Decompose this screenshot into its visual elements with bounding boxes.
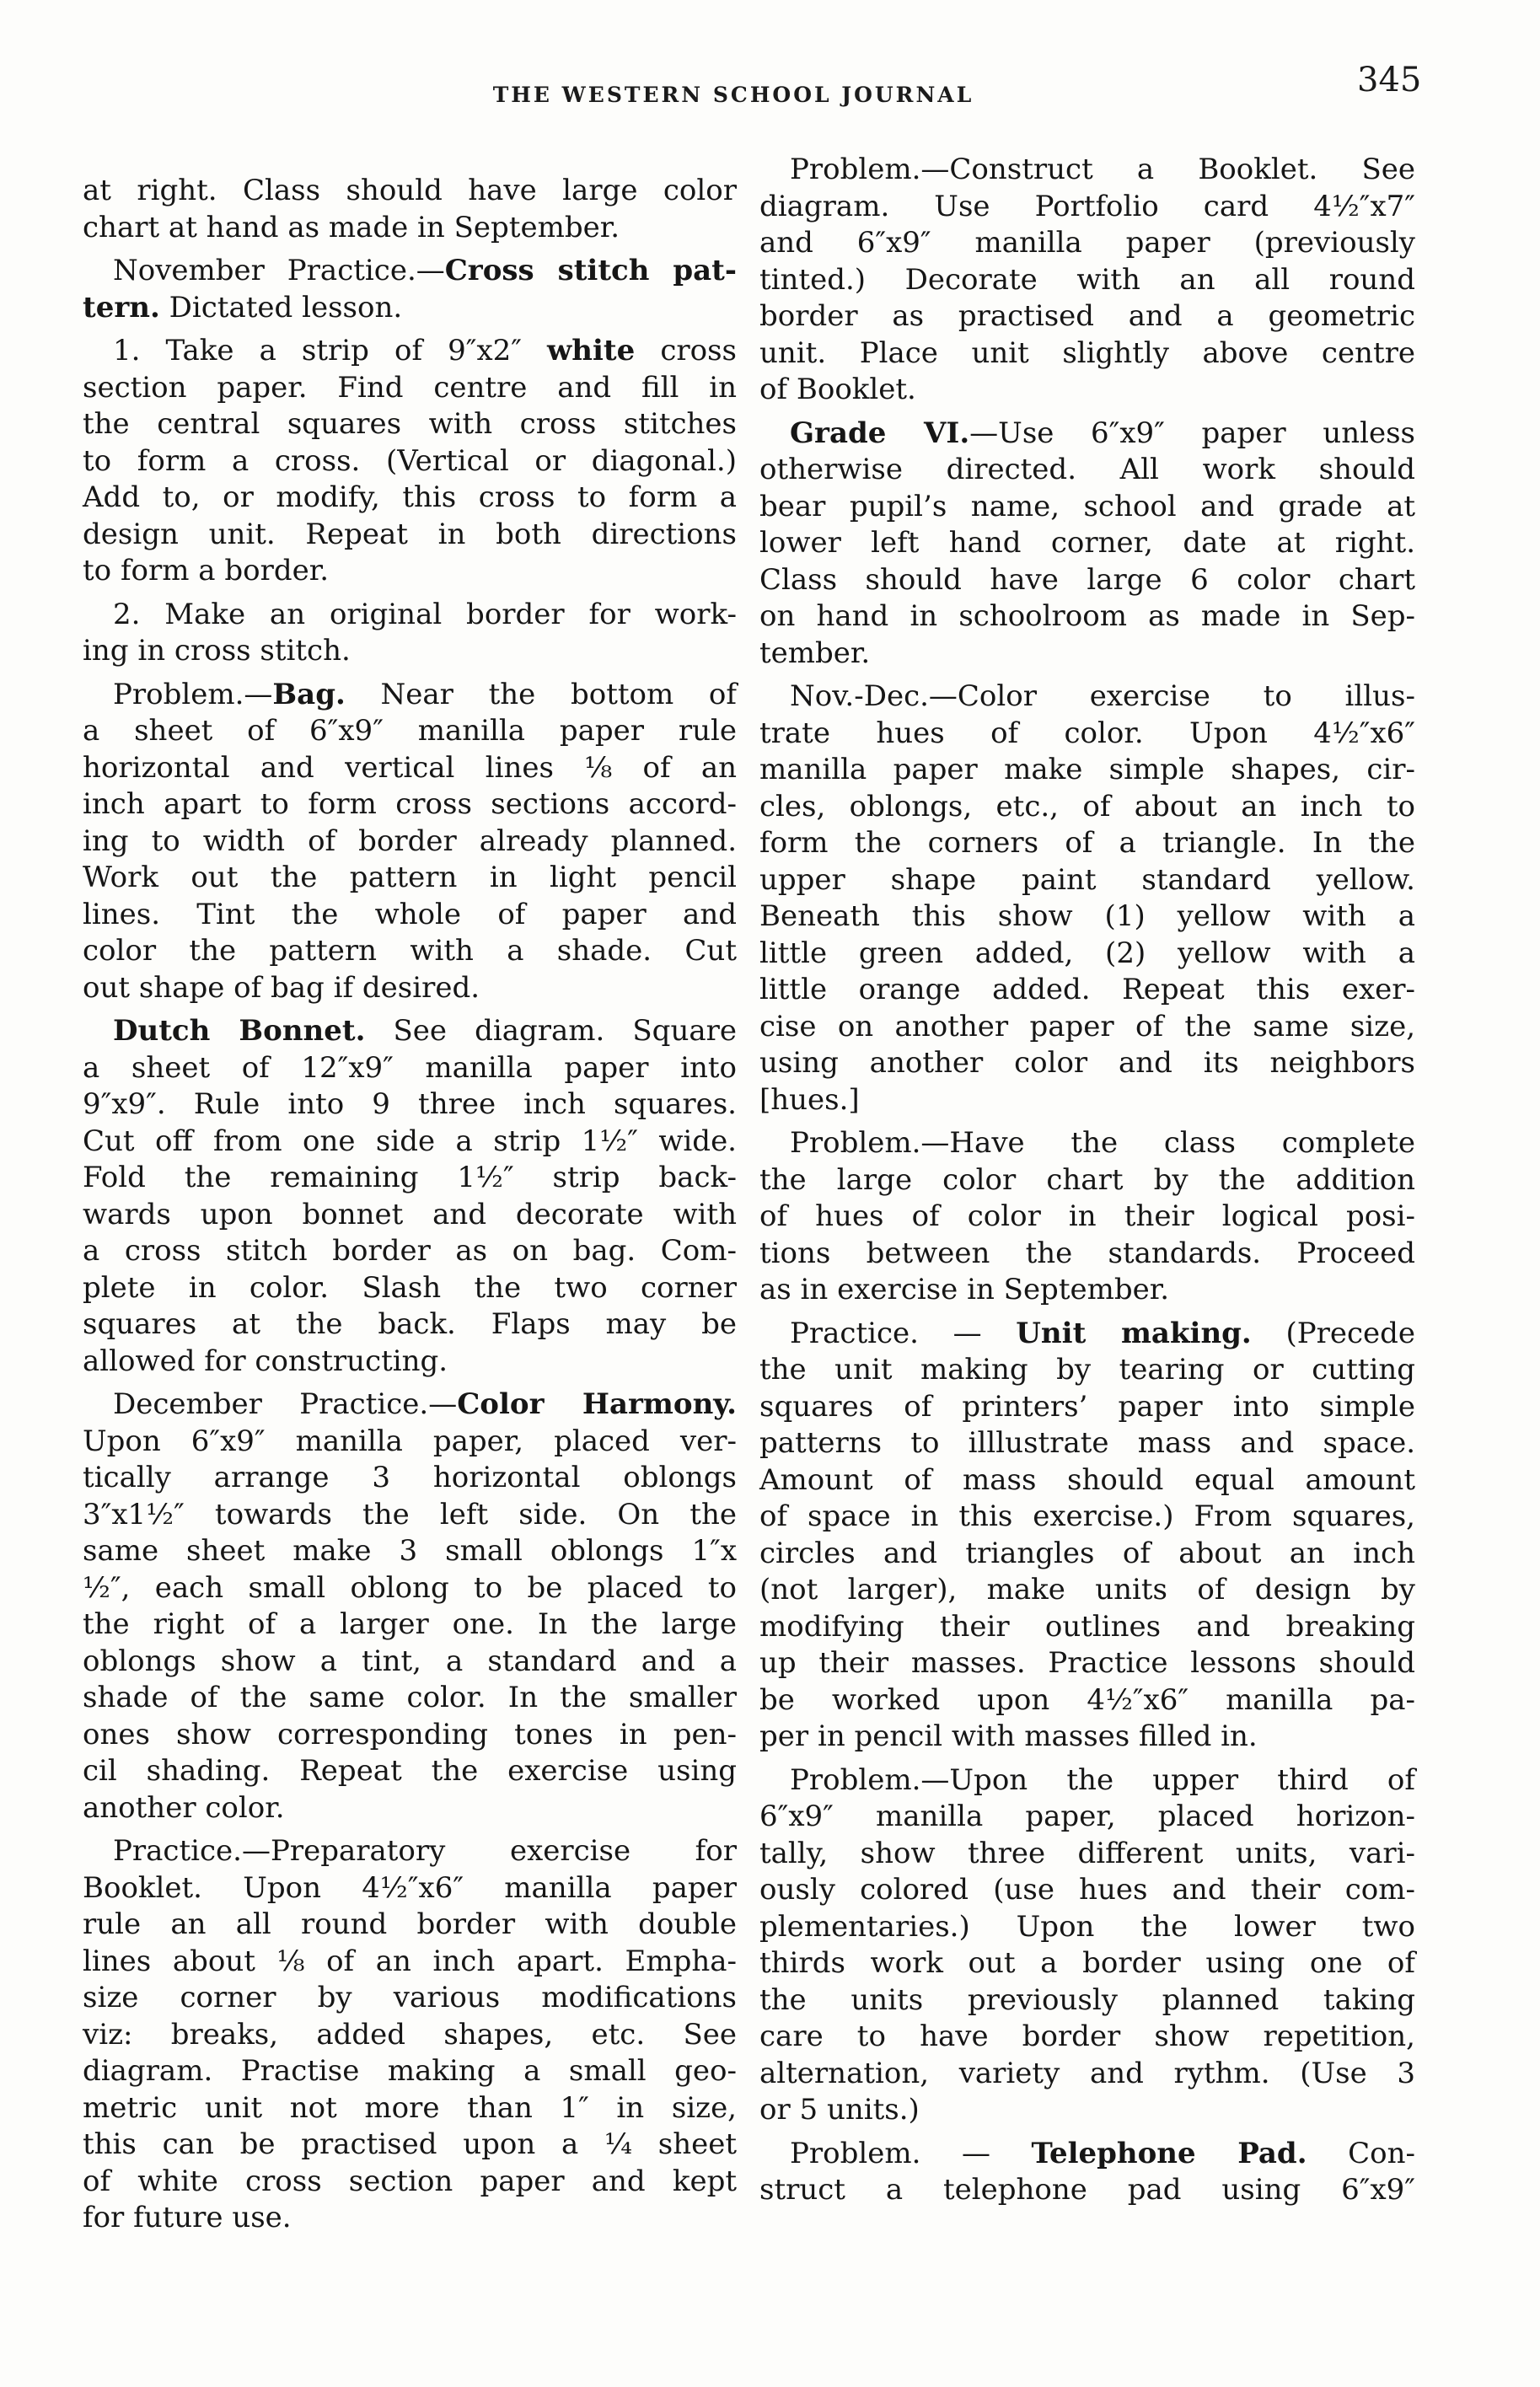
text-line: [83, 677, 737, 714]
text-line: and 6″x9″ manilla paper (previously: [759, 226, 1415, 260]
right-column: [759, 152, 1415, 2209]
text-line: [759, 416, 1415, 453]
text-line: the units previously planned taking: [759, 1982, 1415, 2017]
text-line: squares of printers’ paper into simple: [759, 1389, 1415, 1424]
paragraph: [759, 679, 1415, 1118]
bold-text-run: Cross stitch pat-: [444, 254, 737, 287]
text-line: trate hues of color. Upon 4½″x6″: [759, 716, 1415, 750]
text-line: horizontal and vertical lines ⅛ of an: [83, 750, 737, 785]
bold-text-run: Grade VI.: [790, 416, 970, 450]
text-line: of white cross section paper and kept: [83, 2164, 737, 2198]
text-line: to form a border.: [83, 554, 330, 587]
text-line: struct a telephone pad using 6″x9″: [759, 2173, 1415, 2207]
text-run: Near the bottom of: [345, 677, 737, 711]
text-line: color the pattern with a shade. Cut: [83, 934, 737, 968]
text-line: (not larger), make units of design by: [759, 1573, 1415, 1607]
paragraph: [83, 677, 737, 1007]
text-line: Beneath this show (1) yellow with a: [759, 899, 1415, 933]
text-line: using another color and its neighbors: [759, 1046, 1415, 1080]
text-line: [hues.]: [759, 1082, 860, 1117]
text-line: viz: breaks, added shapes, etc. See: [83, 2017, 737, 2052]
text-line: at right. Class should have large color: [83, 174, 737, 207]
text-line: of Booklet.: [759, 373, 916, 406]
text-line: plementaries.) Upon the lower two: [759, 1909, 1415, 1944]
text-line: plete in color. Slash the two corner: [83, 1270, 737, 1305]
text-line: otherwise directed. All work should: [759, 453, 1415, 486]
text-line: section paper. Find centre and fill in: [83, 370, 737, 405]
text-run: Dictated lesson.: [159, 290, 403, 325]
bold-text-run: Unit making.: [1016, 1316, 1252, 1350]
text-run: November Practice.—: [113, 254, 445, 287]
text-line: be worked upon 4½″x6″ manilla pa-: [759, 1682, 1415, 1717]
bold-text-run: Bag.: [272, 677, 346, 711]
text-line: Problem.—Have the class complete: [790, 1126, 1415, 1160]
text-run: (Precede: [1251, 1316, 1416, 1350]
text-run: 1. Take a strip of 9″x2″: [113, 334, 548, 367]
text-line: tember.: [759, 636, 871, 670]
text-line: ously colored (use hues and their com-: [759, 1873, 1415, 1907]
text-line: Cut off from one side a strip 1½″ wide.: [83, 1124, 737, 1158]
text-line: Work out the pattern in light pencil: [83, 861, 737, 894]
text-line: diagram. Practise making a small geo-: [83, 2054, 737, 2088]
text-line: care to have border show repetition,: [759, 2020, 1415, 2053]
text-line: cise on another paper of the same size,: [759, 1009, 1415, 1043]
text-line: [759, 1316, 1415, 1353]
text-line: [83, 290, 737, 327]
paragraph: [83, 253, 737, 326]
text-line: little orange added. Repeat this exer-: [759, 973, 1415, 1006]
text-line: ½″, each small oblong to be placed to: [83, 1570, 737, 1605]
text-line: rule an all round border with double: [83, 1907, 737, 1941]
text-line: modifying their outlines and breaking: [759, 1609, 1415, 1644]
text-line: metric unit not more than 1″ in size,: [83, 2090, 737, 2125]
text-line: the central squares with cross stitches: [83, 407, 737, 441]
text-line: [83, 333, 737, 370]
bold-text-run: Telephone Pad.: [1031, 2136, 1307, 2170]
text-line: alternation, variety and rythm. (Use 3: [759, 2056, 1415, 2090]
text-line: this can be practised upon a ¼ sheet: [83, 2127, 737, 2161]
text-line: Amount of mass should equal amount: [759, 1462, 1415, 1497]
text-line: Fold the remaining 1½″ strip back-: [83, 1161, 737, 1194]
text-line: tally, show three different units, vari-: [759, 1836, 1415, 1870]
text-line: [83, 253, 737, 290]
paragraph: [83, 1013, 737, 1380]
text-line: to form a cross. (Vertical or diagonal.): [83, 443, 737, 478]
text-line: another color.: [83, 1790, 285, 1825]
text-line: Practice.—Preparatory exercise for: [113, 1834, 737, 1868]
text-line: a sheet of 6″x9″ manilla paper rule: [83, 714, 737, 748]
journal-title: THE WESTERN SCHOOL JOURNAL: [492, 83, 974, 107]
text-run: December Practice.—: [113, 1387, 458, 1421]
text-line: bear pupil’s name, school and grade at: [759, 489, 1415, 523]
paragraph: [83, 597, 737, 670]
text-run: Con-: [1307, 2136, 1415, 2170]
text-line: [83, 1013, 737, 1050]
text-line: of hues of color in their logical posi-: [759, 1199, 1415, 1233]
text-line: out shape of bag if desired.: [83, 970, 480, 1005]
text-line: 3″x1½″ towards the left side. On the: [83, 1497, 737, 1531]
paragraph: [83, 1387, 737, 1826]
text-line: for future use.: [83, 2201, 292, 2234]
text-line: design unit. Repeat in both directions: [83, 517, 737, 551]
text-line: upper shape paint standard yellow.: [759, 862, 1415, 897]
text-line: [759, 2136, 1415, 2173]
bold-text-run: white: [547, 334, 636, 367]
text-line: or 5 units.): [759, 2093, 920, 2127]
text-line: the right of a larger one. In the large: [83, 1607, 737, 1641]
text-line: Nov.-Dec.—Color exercise to illus-: [790, 679, 1415, 713]
page-number: 345: [1357, 61, 1422, 99]
text-line: 2. Make an original border for work-: [113, 597, 737, 631]
bold-text-run: Color Harmony.: [457, 1387, 737, 1421]
text-line: Add to, or modify, this cross to form a: [83, 480, 737, 514]
text-line: inch apart to form cross sections accord-: [83, 787, 737, 821]
text-run: —Use 6″x9″ paper unless: [969, 416, 1415, 450]
bold-text-run: Dutch Bonnet.: [113, 1014, 366, 1048]
text-line: little green added, (2) yellow with a: [759, 936, 1415, 970]
text-line: on hand in schoolroom as made in Sep-: [759, 599, 1415, 633]
text-line: chart at hand as made in September.: [83, 210, 620, 244]
text-line: cles, oblongs, etc., of about an inch to: [759, 789, 1415, 823]
text-line: patterns to illlustrate mass and space.: [759, 1426, 1415, 1460]
text-line: a sheet of 12″x9″ manilla paper into: [83, 1050, 737, 1085]
text-line: lines. Tint the whole of paper and: [83, 897, 737, 931]
text-line: up their masses. Practice lessons should: [759, 1646, 1415, 1680]
text-run: Practice. —: [790, 1316, 1017, 1350]
paragraph: [759, 2136, 1415, 2209]
text-line: same sheet make 3 small oblongs 1″x: [83, 1534, 737, 1568]
text-line: manilla paper make simple shapes, cir-: [759, 753, 1415, 786]
text-line: [83, 1387, 737, 1424]
bold-text-run: tern.: [83, 290, 160, 325]
text-run: See diagram. Square: [365, 1014, 737, 1048]
paragraph: [759, 1316, 1415, 1756]
text-line: lines about ⅛ of an inch apart. Empha-: [83, 1944, 737, 1978]
text-line: oblongs show a tint, a standard and a: [83, 1644, 737, 1678]
paragraph: [83, 1833, 737, 2237]
text-line: as in exercise in September.: [759, 1273, 1170, 1306]
paragraph: [83, 333, 737, 590]
text-line: Upon 6″x9″ manilla paper, placed ver-: [83, 1424, 737, 1458]
text-line: squares at the back. Flaps may be: [83, 1307, 737, 1341]
text-run: Problem. —: [790, 2136, 1032, 2170]
text-line: thirds work out a border using one of: [759, 1946, 1415, 1980]
text-line: tinted.) Decorate with an all round: [759, 262, 1415, 297]
paragraph: [759, 152, 1415, 409]
text-line: lower left hand corner, date at right.: [759, 526, 1415, 560]
text-line: Problem.—Construct a Booklet. See: [790, 153, 1415, 186]
text-line: the large color chart by the addition: [759, 1162, 1415, 1197]
text-line: a cross stitch border as on bag. Com-: [83, 1234, 737, 1268]
text-line: circles and triangles of about an inch: [759, 1536, 1415, 1570]
text-line: 6″x9″ manilla paper, placed horizon-: [759, 1800, 1415, 1833]
text-line: ing to width of border already planned.: [83, 823, 737, 858]
text-line: allowed for constructing.: [83, 1344, 448, 1378]
text-line: unit. Place unit slightly above centre: [759, 335, 1415, 370]
text-line: tically arrange 3 horizontal oblongs: [83, 1461, 737, 1494]
text-line: wards upon bonnet and decorate with: [83, 1197, 737, 1231]
text-run: Problem.—: [113, 677, 273, 711]
text-line: Class should have large 6 color chart: [759, 562, 1415, 597]
text-line: per in pencil with masses filled in.: [759, 1719, 1258, 1753]
text-run: cross: [635, 334, 738, 367]
paragraph: [759, 1125, 1415, 1309]
text-line: border as practised and a geometric: [759, 299, 1415, 333]
left-column: [83, 173, 737, 2237]
text-line: ones show corresponding tones in pen-: [83, 1717, 737, 1751]
text-line: the unit making by tearing or cutting: [759, 1353, 1415, 1387]
text-line: cil shading. Repeat the exercise using: [83, 1754, 737, 1788]
text-line: shade of the same color. In the smaller: [83, 1681, 737, 1714]
text-line: Problem.—Upon the upper third of: [790, 1762, 1415, 1797]
text-line: size corner by various modifications: [83, 1981, 737, 2014]
text-line: diagram. Use Portfolio card 4½″x7″: [759, 189, 1415, 223]
paragraph: [759, 416, 1415, 673]
text-line: of space in this exercise.) From squares,: [759, 1499, 1415, 1533]
text-line: form the corners of a triangle. In the: [759, 826, 1415, 860]
text-line: 9″x9″. Rule into 9 three inch squares.: [83, 1087, 737, 1121]
text-line: Booklet. Upon 4½″x6″ manilla paper: [83, 1870, 737, 1905]
paragraph: [83, 173, 737, 246]
text-line: tions between the standards. Proceed: [759, 1236, 1415, 1270]
text-line: ing in cross stitch.: [83, 634, 351, 668]
paragraph: [759, 1762, 1415, 2129]
